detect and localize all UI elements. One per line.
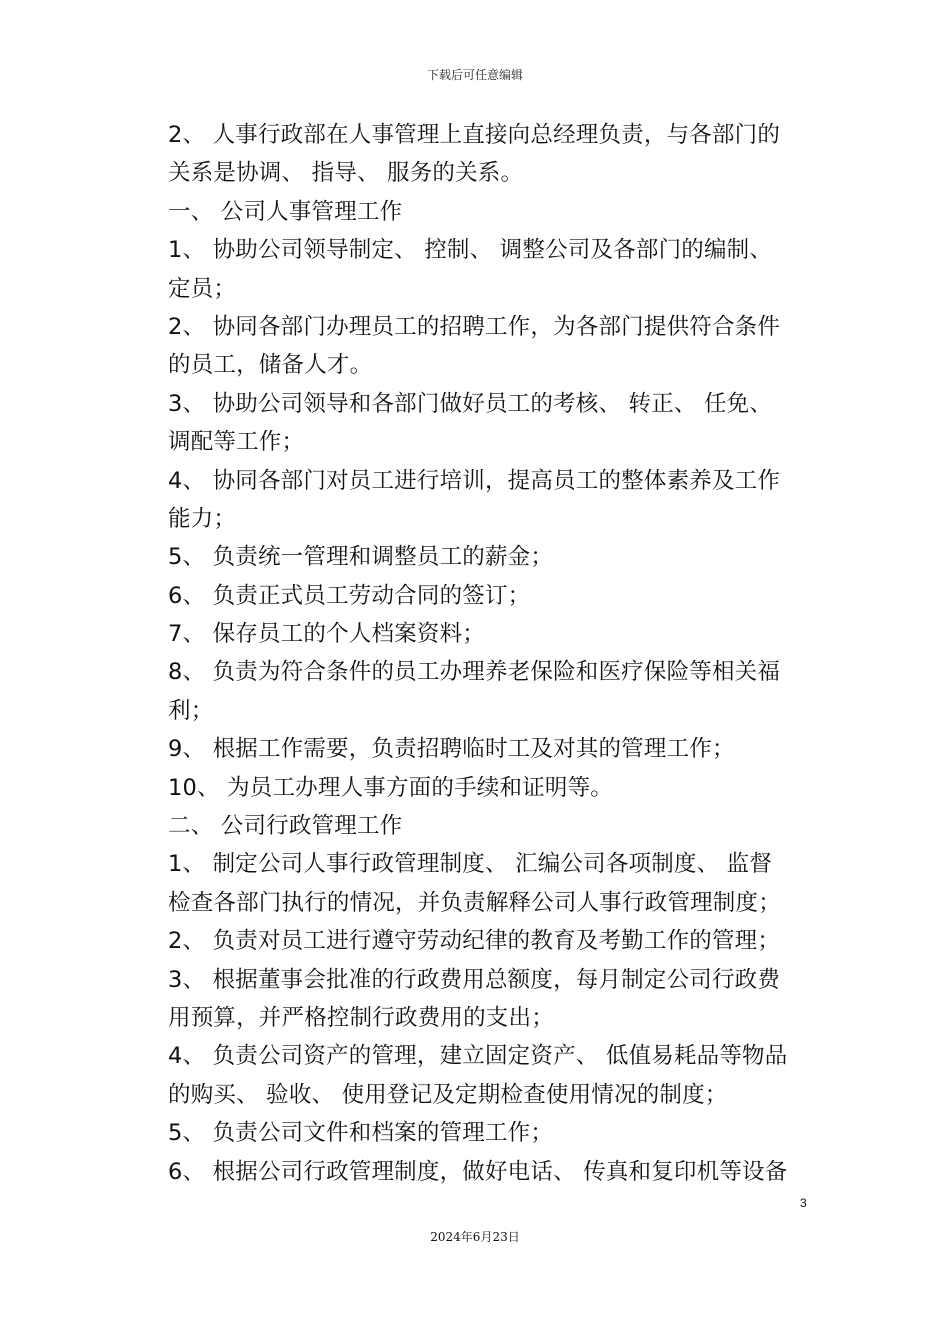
text-line: 2、 人事行政部在人事管理上直接向总经理负责，与各部门的 — [168, 122, 781, 148]
text-line: 2、 协同各部门办理员工的招聘工作，为各部门提供符合条件 — [168, 313, 781, 340]
text-line: 9、 根据工作需要，负责招聘临时工及对其的管理工作； — [168, 736, 735, 763]
page-footer-date: 2024年6月23日 — [430, 1230, 520, 1244]
text-line: 7、 保存员工的个人档案资料； — [168, 621, 485, 648]
text-line: 5、 负责公司文件和档案的管理工作； — [168, 1120, 554, 1147]
page-header: 下载后可任意编辑 — [426, 68, 523, 82]
section-heading: 二、 公司行政管理工作 — [168, 813, 403, 840]
text-line: 能力； — [168, 505, 237, 532]
text-line: 的员工，储备人才。 — [168, 352, 373, 379]
text-line: 4、 负责公司资产的管理，建立固定资产、 低值易耗品等物品 — [168, 1043, 788, 1070]
text-line: 6、 负责正式员工劳动合同的签订； — [168, 582, 531, 609]
page-number: 3 — [800, 1196, 807, 1210]
text-line: 3、 协助公司领导和各部门做好员工的考核、 转正、 任免、 — [168, 390, 773, 417]
section-heading: 一、 公司人事管理工作 — [168, 198, 403, 225]
text-line: 8、 负责为符合条件的员工办理养老保险和医疗保险等相关福 — [168, 659, 781, 686]
text-line: 关系是协调、 指导、 服务的关系。 — [168, 160, 524, 187]
text-line: 检查各部门执行的情况，并负责解释公司人事行政管理制度； — [168, 889, 781, 916]
text-line: 调配等工作； — [168, 429, 305, 456]
text-line: 4、 协同各部门对员工进行培训，提高员工的整体素养及工作 — [168, 467, 781, 494]
text-line: 10、 为员工办理人事方面的手续和证明等。 — [168, 774, 613, 801]
text-line: 1、 制定公司人事行政管理制度、 汇编公司各项制度、 监督 — [168, 851, 773, 878]
text-line: 1、 协助公司领导制定、 控制、 调整公司及各部门的编制、 — [168, 237, 773, 264]
document-body — [168, 116, 818, 1191]
text-line: 3、 根据董事会批准的行政费用总额度，每月制定公司行政费 — [168, 966, 781, 993]
text-line: 利； — [168, 697, 214, 724]
text-line: 2、 负责对员工进行遵守劳动纪律的教育及考勤工作的管理； — [168, 928, 781, 955]
text-line: 6、 根据公司行政管理制度，做好电话、 传真和复印机等设备 — [168, 1158, 788, 1185]
text-line: 定员； — [168, 275, 237, 302]
text-line: 5、 负责统一管理和调整员工的薪金； — [168, 544, 554, 571]
text-line: 的购买、 验收、 使用登记及定期检查使用情况的制度； — [168, 1081, 728, 1108]
text-line: 用预算，并严格控制行政费用的支出； — [168, 1004, 554, 1031]
